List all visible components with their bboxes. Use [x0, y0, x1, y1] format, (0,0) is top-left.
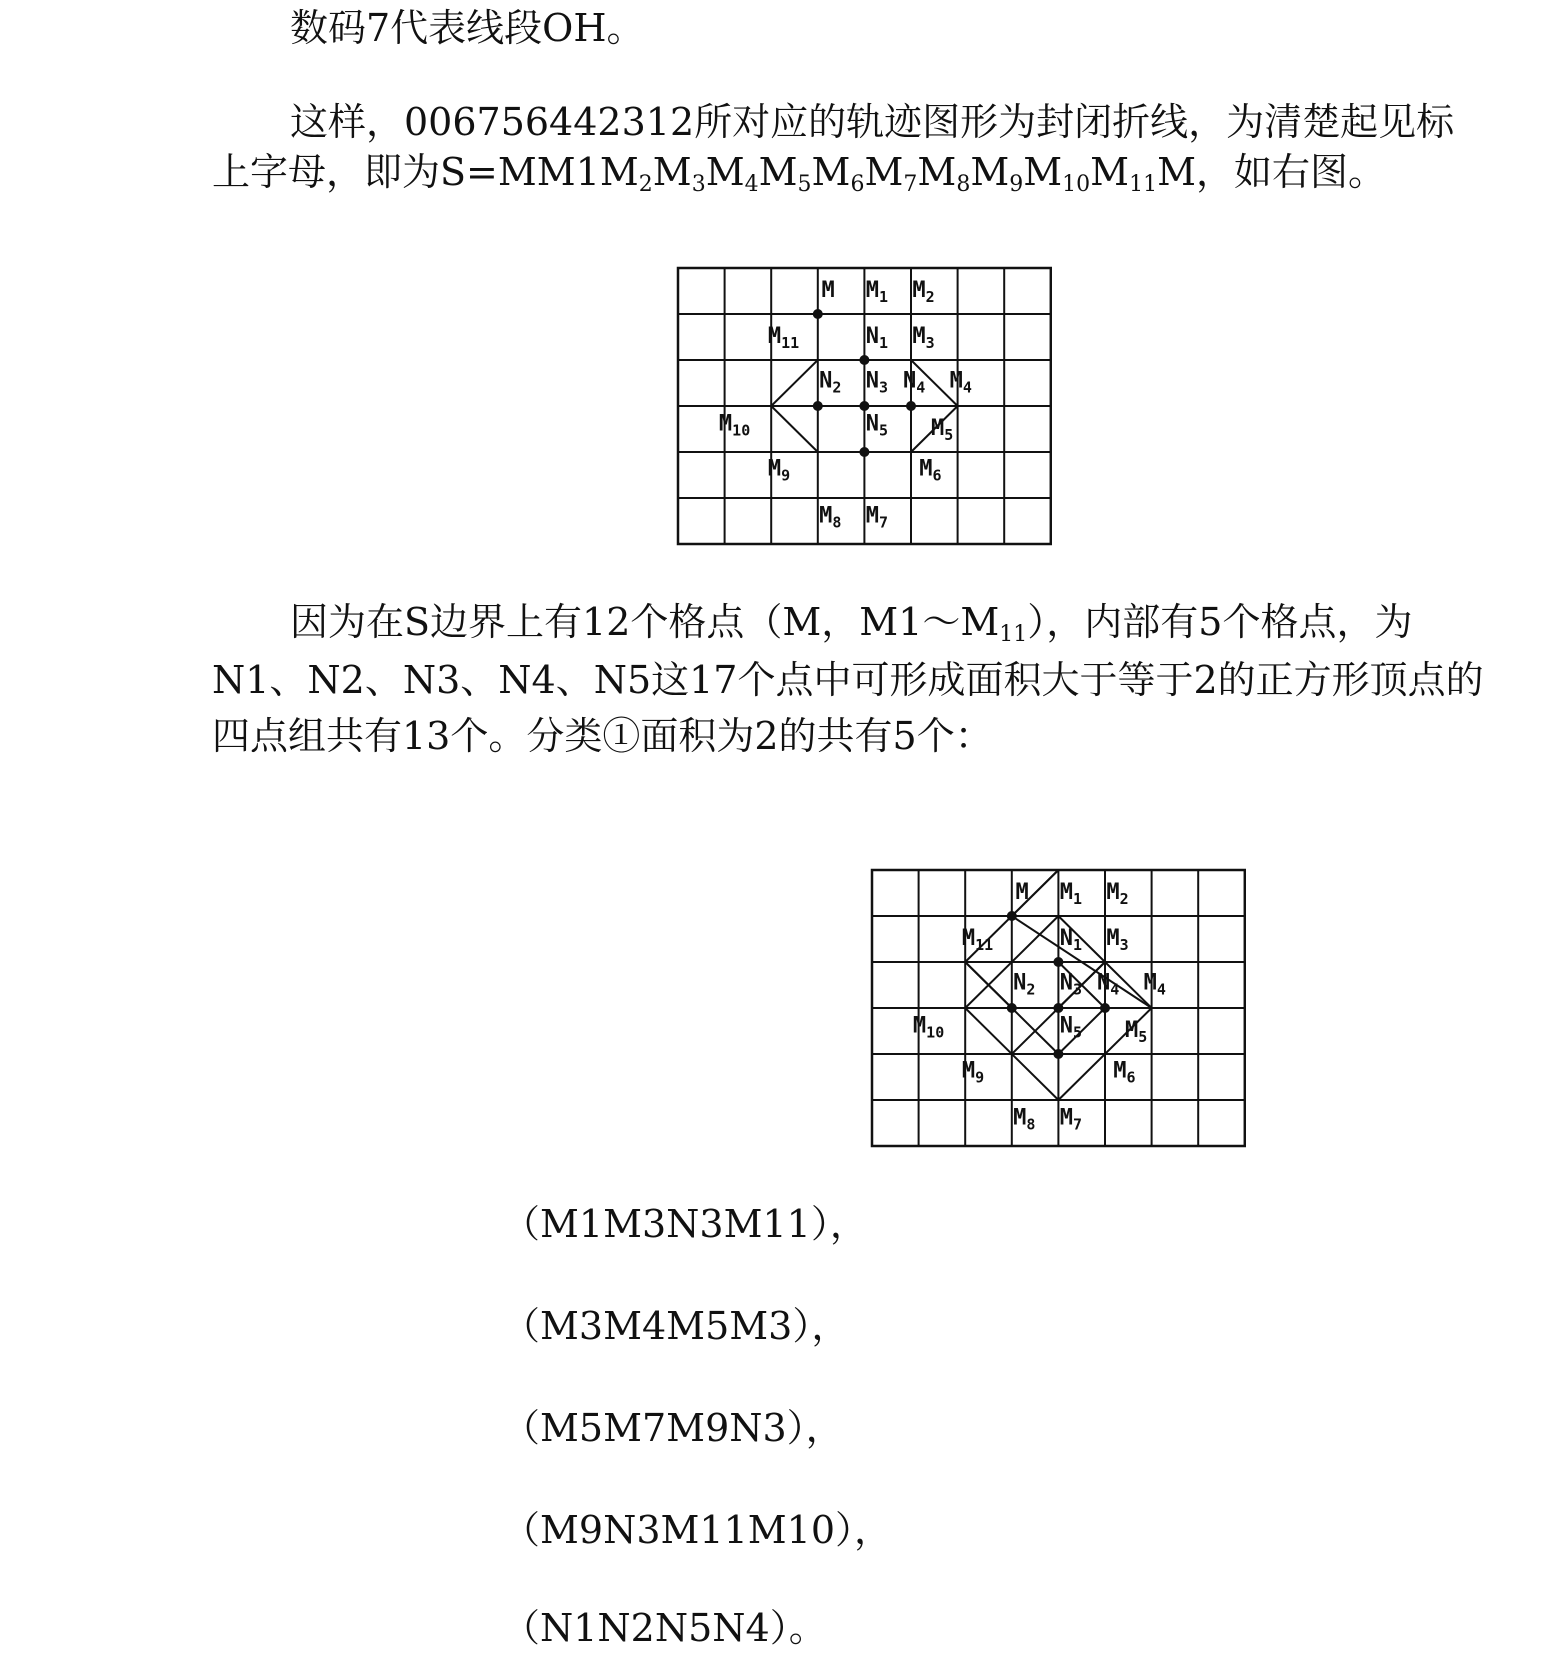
polyline-segment: [771, 360, 818, 406]
line3-m9: M: [970, 150, 1010, 194]
text-line-2: 这样，006756442312所对应的轨迹图形为封闭折线，为清楚起见标: [290, 100, 1455, 144]
para2-line-1: [290, 598, 1412, 646]
group-1: （M1M3N3M11），: [502, 1202, 868, 1246]
group-5: （N1N2N5N4）。: [502, 1606, 827, 1650]
lattice-point: [1053, 1049, 1063, 1059]
point-label: $M_6$: [1113, 1058, 1136, 1087]
point-labels: [913, 880, 1166, 1133]
line3-sub-7: 7: [903, 172, 918, 197]
line3-sub-5: 5: [797, 172, 812, 197]
point-label: $M_2$: [1106, 880, 1129, 909]
point-label: $N_2$: [1013, 970, 1036, 999]
line3-m-end: M: [1157, 150, 1196, 194]
text-line-1: 数码7代表线段OH。: [290, 6, 645, 50]
point-label: $M_{10}$: [912, 1013, 945, 1042]
lattice-point: [1053, 1003, 1063, 1013]
point-label: $M_3$: [1106, 926, 1129, 955]
para2-line-3: 四点组共有13个。分类①面积为2的共有5个：: [212, 714, 993, 758]
lattice-point: [906, 401, 916, 411]
point-label: $M_{11}$: [961, 926, 994, 955]
point-label: $M_1$: [1059, 880, 1083, 909]
line3-m3: M: [652, 150, 692, 194]
line3-m6: M: [811, 150, 851, 194]
grid-figure-2: [870, 868, 1246, 1148]
point-label: M: [1015, 880, 1029, 906]
lattice-point: [1007, 911, 1017, 921]
point-labels: [719, 278, 972, 531]
point-label: $M_{11}$: [767, 324, 800, 353]
line3-sub-3: 3: [691, 172, 706, 197]
line3-m8: M: [917, 150, 957, 194]
text-line-3: [212, 148, 1386, 196]
point-label: $M_5$: [1124, 1018, 1148, 1047]
group-3: （M5M7M9N3），: [502, 1406, 844, 1450]
line3-m10: M: [1023, 150, 1063, 194]
lattice-point: [859, 355, 869, 365]
line3-sub-4: 4: [744, 172, 759, 197]
point-label: $M_9$: [767, 456, 791, 485]
line3-m5: M: [758, 150, 798, 194]
point-label: $M_4$: [1143, 970, 1166, 999]
lattice-point: [1007, 1003, 1017, 1013]
lattice-point: [1053, 957, 1063, 967]
point-label: $M_7$: [1059, 1105, 1083, 1134]
line3-m11: M: [1090, 150, 1130, 194]
line3-m7: M: [864, 150, 904, 194]
polyline-segment: [771, 406, 818, 452]
point-label: $N_4$: [903, 368, 926, 397]
lattice-point: [859, 447, 869, 457]
point-label: $N_4$: [1097, 970, 1120, 999]
line3-suffix: ，如右图。: [1196, 150, 1387, 194]
line3-sub-11: 11: [1129, 172, 1158, 197]
line3-sub-6: 6: [850, 172, 865, 197]
point-label: $M_6$: [919, 456, 942, 485]
para2-line-2: N1、N2、N3、N4、N5这17个点中可形成面积大于等于2的正方形顶点的: [212, 658, 1484, 702]
point-label: $M_4$: [949, 368, 972, 397]
point-label: $N_1$: [865, 324, 889, 353]
point-label: $M_{10}$: [718, 411, 751, 440]
point-label: $N_2$: [819, 368, 842, 397]
lattice-point: [859, 401, 869, 411]
line3-sub-10: 10: [1062, 172, 1091, 197]
lattice-point: [813, 401, 823, 411]
lattice-point: [1100, 1003, 1110, 1013]
line3-m4: M: [705, 150, 745, 194]
grid-figure-1: [676, 266, 1052, 546]
point-label: M: [821, 278, 835, 304]
line3-sub-9: 9: [1009, 172, 1024, 197]
point-label: $N_1$: [1059, 926, 1083, 955]
line3-prefix: 上字母，即为S=MM1M: [212, 150, 639, 194]
point-label: $M_3$: [912, 324, 935, 353]
point-label: $N_3$: [1059, 970, 1083, 999]
point-label: $M_2$: [912, 278, 935, 307]
lattice-point: [813, 309, 823, 319]
para2-line1-post: ），内部有5个格点，为: [1027, 600, 1413, 644]
group-2: （M3M4M5M3），: [502, 1304, 850, 1348]
point-label: $M_7$: [865, 503, 889, 532]
point-label: $M_9$: [961, 1058, 985, 1087]
group-4: （M9N3M11M10），: [502, 1508, 893, 1552]
para2-line1-sub: 11: [999, 622, 1028, 647]
point-label: $N_5$: [1059, 1013, 1083, 1042]
line3-sub-8: 8: [956, 172, 971, 197]
para2-line1-pre: 因为在S边界上有12个格点（M，M1～M: [290, 600, 1000, 644]
point-label: $M_1$: [865, 278, 889, 307]
point-label: $M_5$: [930, 416, 954, 445]
point-label: $N_5$: [865, 411, 889, 440]
point-label: $M_8$: [819, 503, 842, 532]
point-label: $N_3$: [865, 368, 889, 397]
line3-sub-2: 2: [638, 172, 653, 197]
point-label: $M_8$: [1013, 1105, 1036, 1134]
